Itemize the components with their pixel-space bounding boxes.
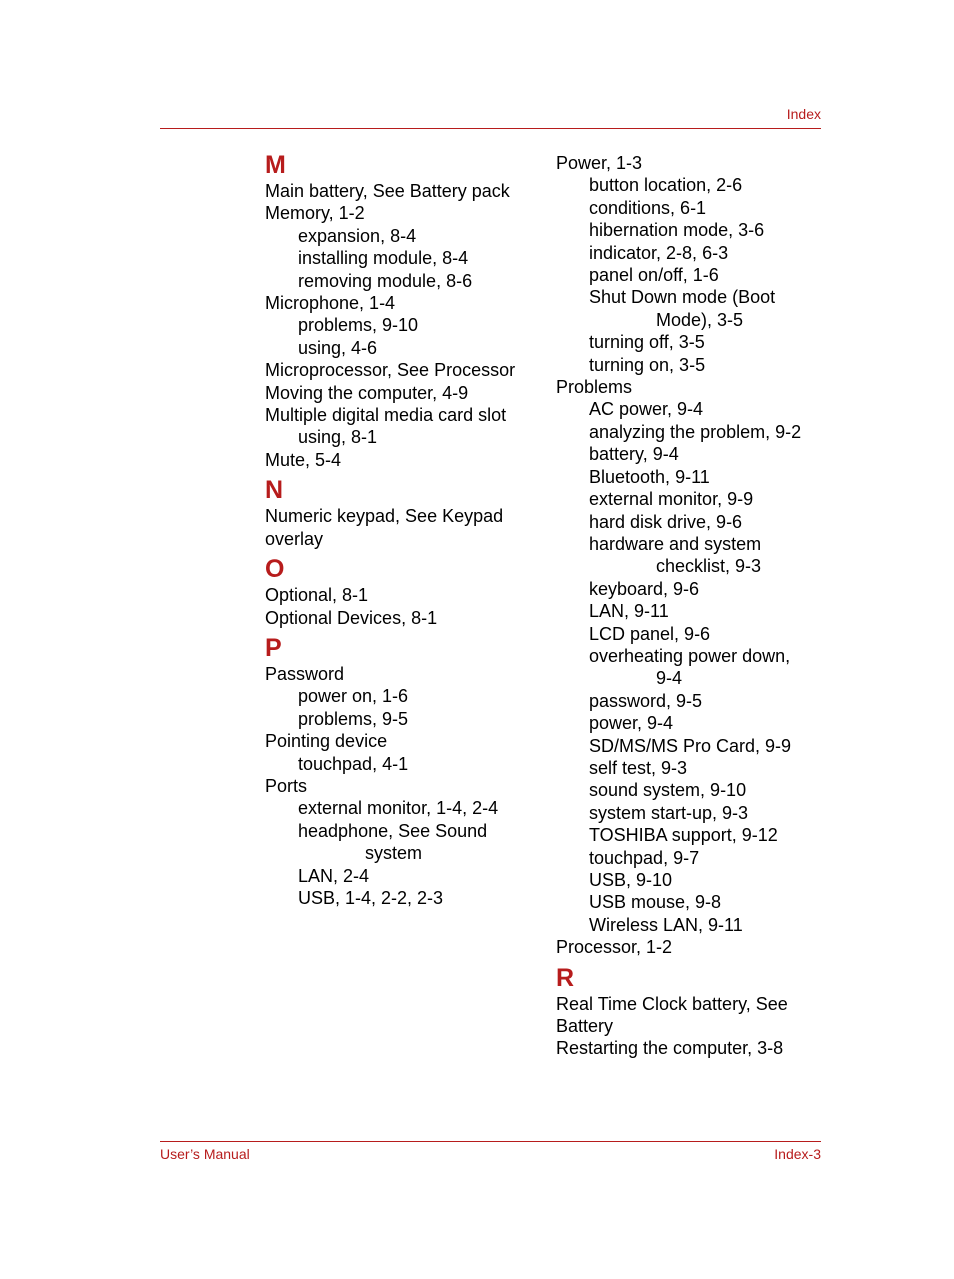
index-entry: overlay bbox=[265, 528, 324, 549]
index-entry: Mute, 5-4 bbox=[265, 449, 342, 470]
index-entry: Multiple digital media card slot bbox=[265, 405, 507, 426]
index-entry: Processor, 1-2 bbox=[556, 937, 673, 958]
index-subentry: Wireless LAN, 9-11 bbox=[589, 914, 743, 935]
index-subentry: hibernation mode, 3-6 bbox=[589, 220, 765, 241]
index-entry: Memory, 1-2 bbox=[265, 203, 365, 224]
index-subentry: Shut Down mode (Boot bbox=[589, 287, 776, 308]
index-subentry: turning on, 3-5 bbox=[589, 354, 706, 375]
index-subentry: USB, 9-10 bbox=[589, 870, 673, 890]
index-subentry: USB mouse, 9-8 bbox=[589, 892, 722, 913]
index-entry: Problems bbox=[556, 377, 633, 398]
index-entry: Moving the computer, 4-9 bbox=[265, 382, 469, 403]
index-subentry: keyboard, 9-6 bbox=[589, 578, 700, 599]
index-subentry: touchpad, 4-1 bbox=[298, 753, 409, 774]
index-subentry: expansion, 8-4 bbox=[298, 225, 417, 246]
index-subentry: SD/MS/MS Pro Card, 9-9 bbox=[589, 735, 792, 756]
index-subentry: button location, 2-6 bbox=[589, 175, 743, 196]
index-subentry: USB, 1-4, 2-2, 2-3 bbox=[298, 887, 444, 908]
index-section-letter: P bbox=[265, 633, 282, 662]
index-subentry: analyzing the problem, 9-2 bbox=[589, 421, 802, 442]
index-subentry: LAN, 9-11 bbox=[589, 601, 669, 622]
index-entry: Numeric keypad, See Keypad bbox=[265, 506, 504, 527]
index-subentry: power on, 1-6 bbox=[298, 686, 409, 707]
index-subentry: battery, 9-4 bbox=[589, 444, 679, 465]
index-entry: using, 8-1 bbox=[298, 427, 378, 448]
footer-rule bbox=[160, 1141, 821, 1142]
index-subentry: turning off, 3-5 bbox=[589, 332, 705, 353]
index-entry: Battery bbox=[556, 1016, 614, 1037]
index-subentry: indicator, 2-8, 6-3 bbox=[589, 242, 729, 263]
index-subentry: problems, 9-5 bbox=[298, 708, 409, 729]
index-column-left bbox=[265, 150, 555, 909]
header-rule bbox=[160, 128, 821, 129]
index-section-letter: R bbox=[556, 963, 575, 992]
index-subentry: conditions, 6-1 bbox=[589, 197, 707, 218]
index-entry: Power, 1-3 bbox=[556, 153, 643, 173]
index-subentry: LCD panel, 9-6 bbox=[589, 623, 711, 644]
index-subentry: overheating power down, bbox=[589, 645, 791, 666]
index-subentry: external monitor, 9-9 bbox=[589, 489, 754, 510]
index-subentry: sound system, 9-10 bbox=[589, 780, 747, 801]
index-subentry: TOSHIBA support, 9-12 bbox=[589, 825, 778, 846]
index-entry: Password bbox=[265, 663, 345, 684]
index-subentry: external monitor, 1-4, 2-4 bbox=[298, 798, 499, 819]
index-subentry: using, 4-6 bbox=[298, 337, 378, 358]
index-subentry: system start-up, 9-3 bbox=[589, 802, 749, 823]
index-entry: Real Time Clock battery, See bbox=[556, 993, 788, 1014]
index-entry: Optional, 8-1 bbox=[265, 585, 369, 606]
index-subentry: self test, 9-3 bbox=[589, 757, 688, 778]
index-entry: Pointing device bbox=[265, 731, 388, 752]
index-subentry: power, 9-4 bbox=[589, 713, 674, 734]
index-subentry: removing module, 8-6 bbox=[298, 270, 473, 291]
index-subentry: installing module, 8-4 bbox=[298, 248, 469, 269]
index-entry: Main battery, See Battery pack bbox=[265, 181, 510, 201]
index-subentry: hardware and system bbox=[589, 533, 762, 554]
index-entry: Ports bbox=[265, 775, 308, 796]
running-header: Index bbox=[786, 106, 821, 122]
index-subentry: password, 9-5 bbox=[589, 690, 703, 711]
index-subentry: problems, 9-10 bbox=[298, 315, 419, 336]
index-subentry: AC power, 9-4 bbox=[589, 399, 704, 420]
index-subentry: 9-4 bbox=[656, 668, 683, 689]
index-entry: Restarting the computer, 3-8 bbox=[556, 1038, 784, 1059]
index-subentry: Mode), 3-5 bbox=[656, 309, 744, 330]
index-section-letter: M bbox=[265, 151, 286, 179]
index-column-right bbox=[556, 152, 846, 1060]
index-section-letter: N bbox=[265, 476, 284, 505]
index-subentry: headphone, See Sound bbox=[298, 820, 488, 841]
index-entry: Microprocessor, See Processor bbox=[265, 360, 516, 381]
index-subentry: LAN, 2-4 bbox=[298, 865, 370, 886]
page-number: Index-3 bbox=[774, 1146, 821, 1162]
index-subentry: Bluetooth, 9-11 bbox=[589, 466, 710, 487]
index-entry: Microphone, 1-4 bbox=[265, 293, 396, 314]
index-subentry: checklist, 9-3 bbox=[656, 556, 762, 577]
index-subentry: panel on/off, 1-6 bbox=[589, 265, 719, 286]
index-entry: Optional Devices, 8-1 bbox=[265, 607, 438, 628]
index-section-letter: O bbox=[265, 555, 285, 584]
index-subentry: hard disk drive, 9-6 bbox=[589, 511, 743, 532]
index-subentry: touchpad, 9-7 bbox=[589, 847, 700, 868]
index-subentry: system bbox=[365, 843, 423, 864]
footer-manual-title: User’s Manual bbox=[160, 1146, 250, 1162]
